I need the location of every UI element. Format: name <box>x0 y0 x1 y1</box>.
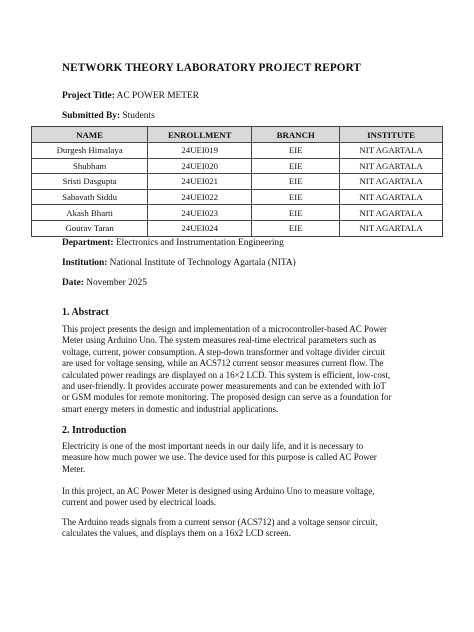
institution-label: Institution: <box>62 258 108 268</box>
cell-enrollment: 24UEI021 <box>148 174 252 190</box>
project-title-label: Project Title: <box>62 91 115 101</box>
cell-branch: EIE <box>252 174 340 190</box>
table-header-row <box>32 127 443 143</box>
intro-line: Electricity is one of the most important needs in our daily life, and it is necessary to <box>62 441 364 451</box>
table-row <box>32 158 443 174</box>
cell-name: Gourav Taran <box>32 220 148 236</box>
intro-line: Meter. <box>62 463 86 474</box>
cell-enrollment: 24UEI023 <box>148 205 252 221</box>
table-row <box>32 143 443 159</box>
department-value: Electronics and Instrumentation Engineering <box>115 238 284 248</box>
abstract-line: are used for voltage sensing, while an ACS712 current sensor measures current flow. The <box>62 358 384 369</box>
cell-branch: EIE <box>252 143 340 159</box>
header-enrollment: ENROLLMENT <box>148 127 252 143</box>
students-table <box>31 126 443 237</box>
introduction-paragraph-2 <box>62 486 422 509</box>
abstract-heading: 1. Abstract <box>62 307 109 318</box>
abstract-line: or GSM modules for remote monitoring. The proposed design can serve as a foundation for <box>62 392 392 403</box>
cell-branch: EIE <box>252 205 340 221</box>
cell-institute: NIT AGARTALA <box>340 174 443 190</box>
abstract-line: and user-friendly. It provides accurate power measurements and can be extended with IoT <box>62 381 386 392</box>
introduction-paragraph-3 <box>62 517 422 540</box>
institution-line <box>62 258 296 268</box>
cell-branch: EIE <box>252 220 340 236</box>
abstract-line: smart energy meters in domestic and industrial applications. <box>62 403 279 414</box>
cell-institute: NIT AGARTALA <box>340 205 443 221</box>
cell-enrollment: 24UEI019 <box>148 143 252 159</box>
header-name: NAME <box>32 127 148 143</box>
project-title-line <box>62 91 199 101</box>
table-row <box>32 189 443 205</box>
intro-line: measure how much power we use. The device used for this purpose is called AC Power <box>62 452 377 463</box>
cell-enrollment: 24UEI020 <box>148 158 252 174</box>
table-row <box>32 174 443 190</box>
abstract-line: calculated power readings are displayed on a 16×2 LCD. This system is efficient, low-cost, <box>62 369 391 380</box>
cell-name: Sabavath Siddu <box>32 189 148 205</box>
report-title: NETWORK THEORY LABORATORY PROJECT REPORT <box>62 62 361 74</box>
cell-name: Shubham <box>32 158 148 174</box>
submitted-by-line <box>62 111 155 121</box>
intro-line: In this project, an AC Power Meter is designed using Arduino Uno to measure voltage, <box>62 486 375 496</box>
date-line <box>62 278 147 288</box>
cell-name: Durgesh Himalaya <box>32 143 148 159</box>
cell-branch: EIE <box>252 158 340 174</box>
date-value: November 2025 <box>86 278 147 288</box>
cell-institute: NIT AGARTALA <box>340 189 443 205</box>
header-branch: BRANCH <box>252 127 340 143</box>
submitted-by-label: Submitted By: <box>62 111 121 121</box>
intro-line: calculates the values, and displays them on a 16x2 LCD screen. <box>62 528 291 539</box>
intro-line: current and power used by electrical loads. <box>62 497 217 508</box>
header-institute: INSTITUTE <box>340 127 443 143</box>
cell-institute: NIT AGARTALA <box>340 143 443 159</box>
cell-institute: NIT AGARTALA <box>340 220 443 236</box>
project-title-value: AC POWER METER <box>116 91 199 101</box>
date-label: Date: <box>62 278 84 288</box>
department-line <box>62 238 284 248</box>
abstract-paragraph <box>62 324 422 415</box>
cell-enrollment: 24UEI022 <box>148 189 252 205</box>
institution-value: National Institute of Technology Agartala (NITA) <box>109 258 296 268</box>
submitted-by-value: Students <box>122 111 155 121</box>
cell-branch: EIE <box>252 189 340 205</box>
introduction-heading: 2. Introduction <box>62 425 127 436</box>
cell-institute: NIT AGARTALA <box>340 158 443 174</box>
cell-name: Akash Bharti <box>32 205 148 221</box>
intro-line: The Arduino reads signals from a current sensor (ACS712) and a voltage sensor circuit, <box>62 517 378 527</box>
cell-enrollment: 24UEI024 <box>148 220 252 236</box>
introduction-paragraph-1 <box>62 441 422 475</box>
table-row <box>32 205 443 221</box>
abstract-line: This project presents the design and implementation of a microcontroller-based AC Power <box>62 324 387 334</box>
cell-name: Sristi Dasgupta <box>32 174 148 190</box>
department-label: Department: <box>62 238 114 248</box>
abstract-line: Meter using Arduino Uno. The system measures real-time electrical parameters such as <box>62 335 377 346</box>
abstract-line: voltage, current, power consumption. A step-down transformer and voltage divider circuit <box>62 346 386 357</box>
table-row <box>32 220 443 236</box>
